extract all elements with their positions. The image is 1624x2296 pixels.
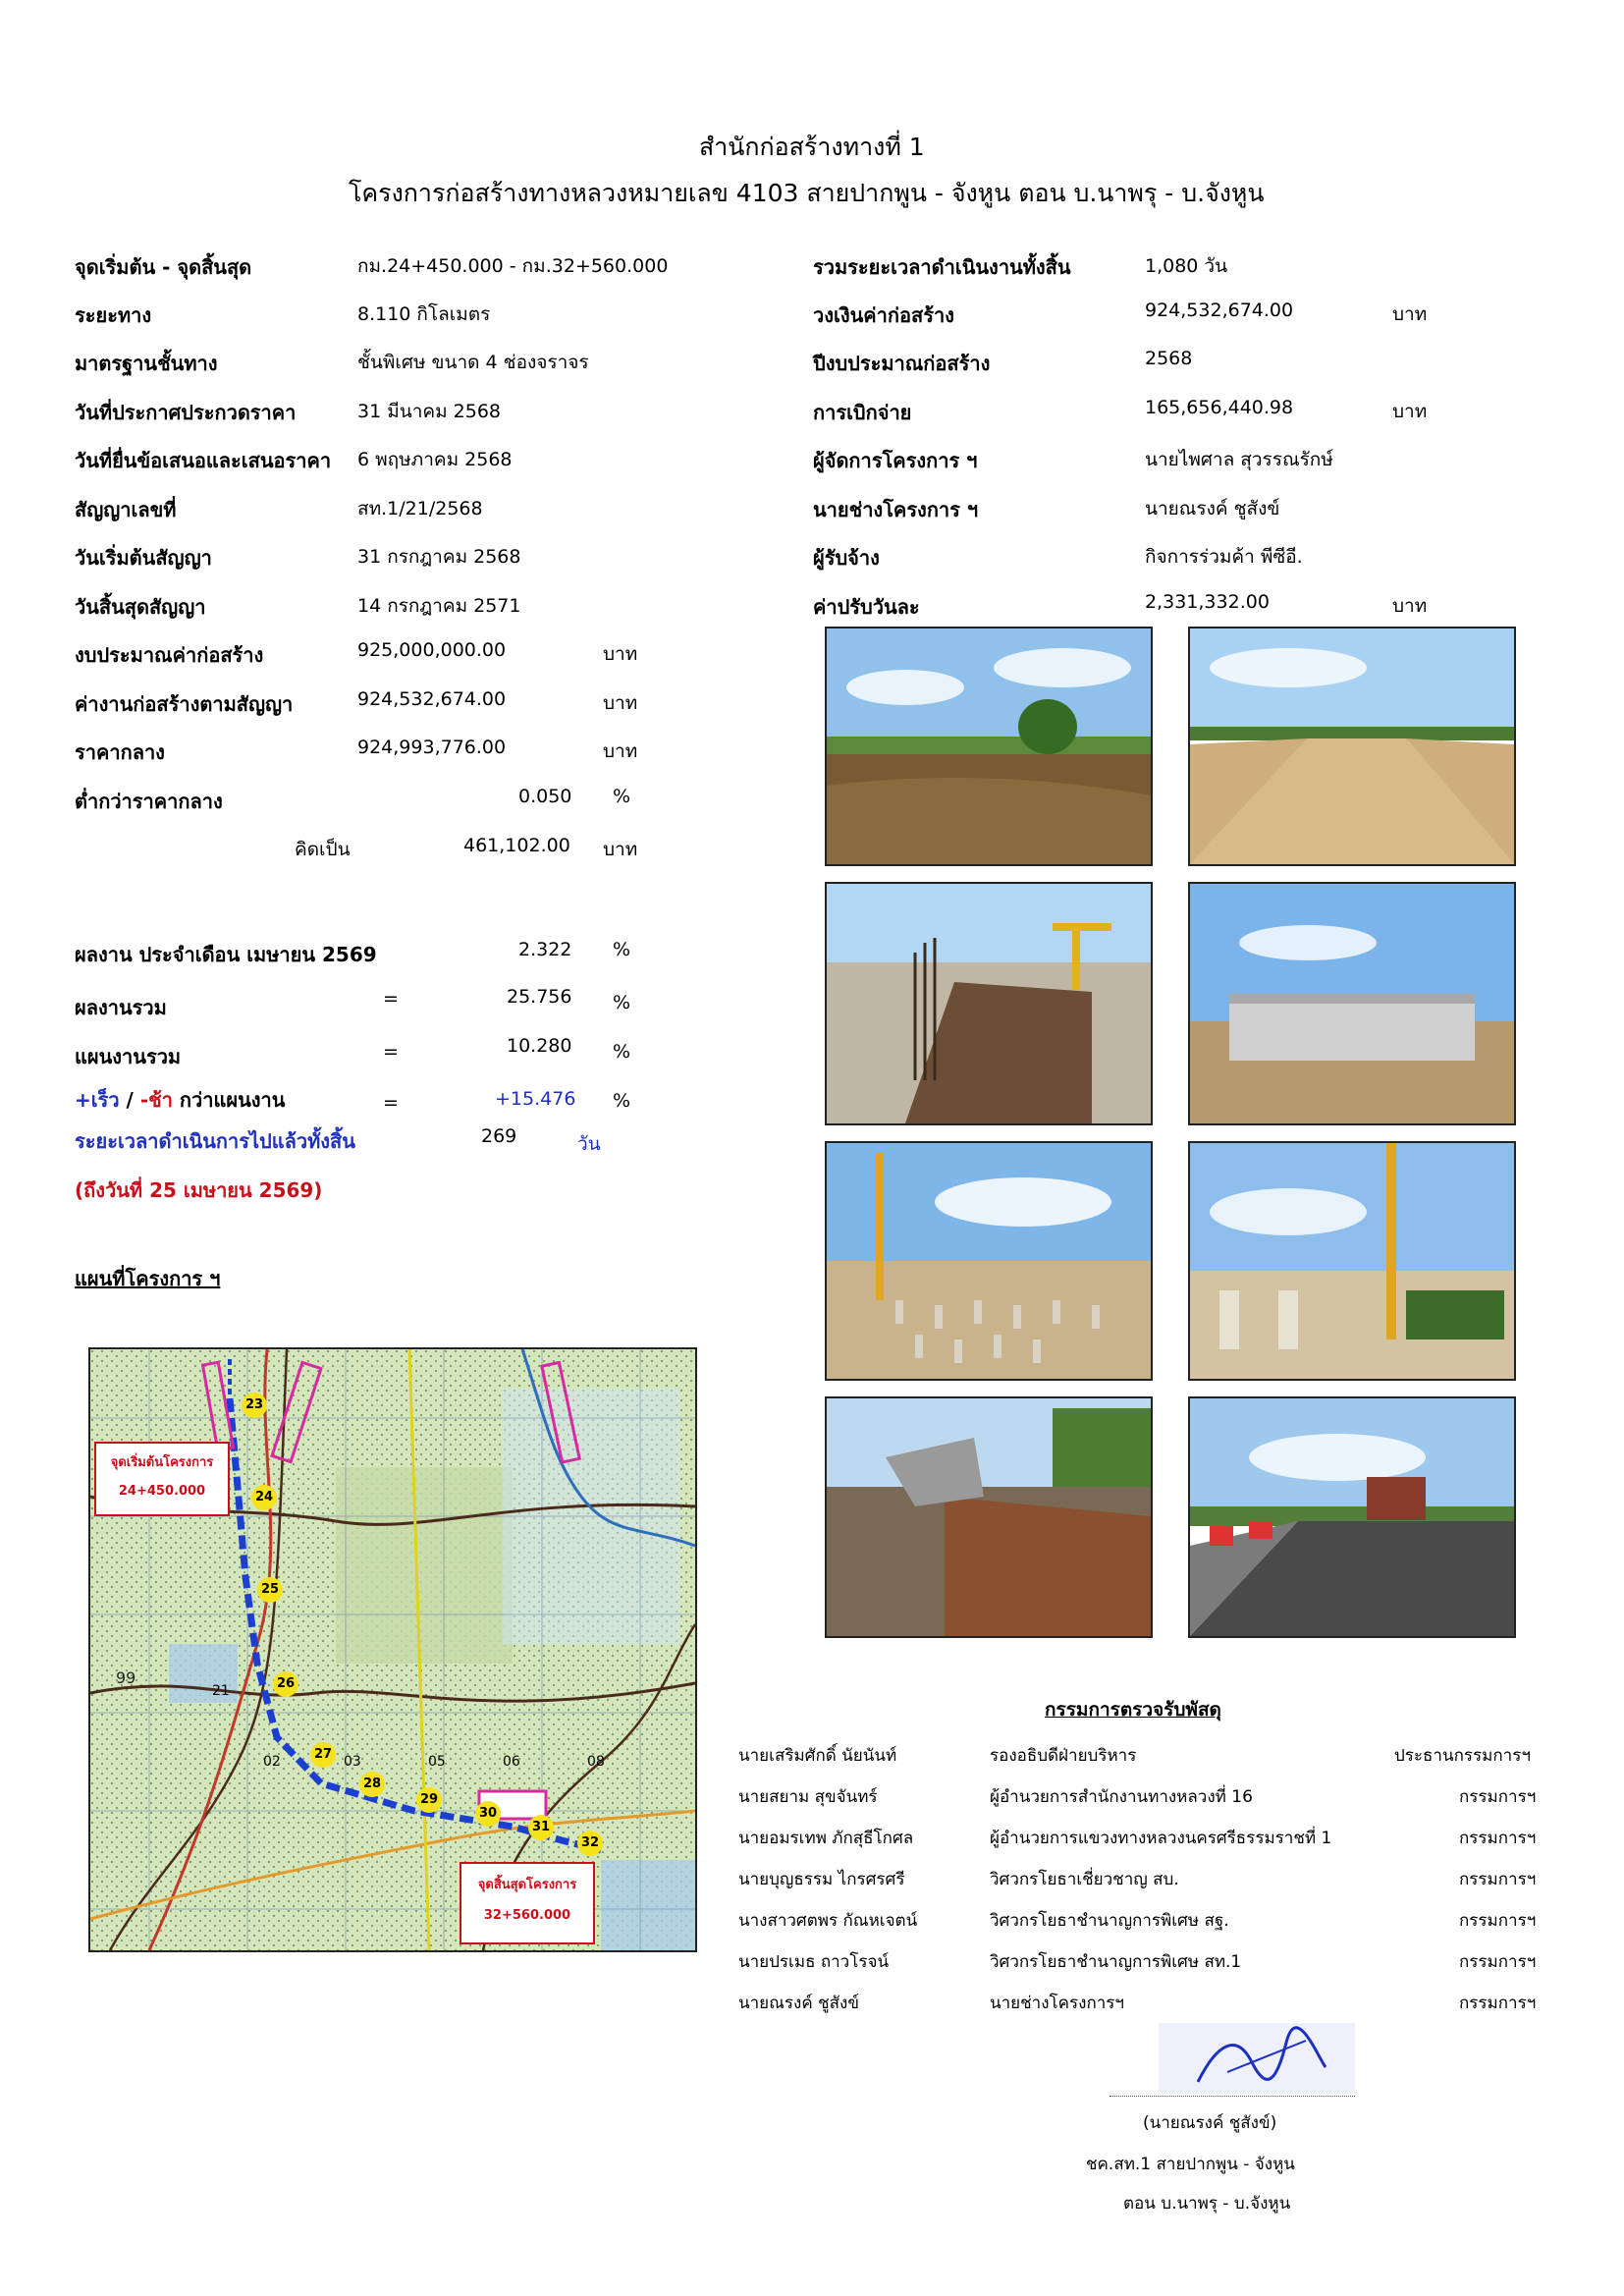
member-position: วิศวกรโยธาชำนาญการพิเศษ สท.1 <box>990 1952 1242 1972</box>
signer-title-line1: ชค.สท.1 สายปากพูน - จังหูน <box>1086 2155 1295 2174</box>
member-role: กรรมการฯ <box>1459 1952 1537 1972</box>
end-callout-label: จุดสิ้นสุดโครงการ <box>477 1878 577 1892</box>
info-value: 1,080 วัน <box>1145 255 1228 277</box>
info-value: 2,331,332.00 <box>1145 591 1270 613</box>
info-value: กิจการร่วมค้า พีซีอี. <box>1145 546 1303 568</box>
total-progress-label: ผลงานรวม <box>75 996 167 1019</box>
member-role: ประธานกรรมการฯ <box>1394 1746 1531 1766</box>
info-label: วันที่ประกาศประกวดราคา <box>75 401 297 424</box>
info-label: การเบิกจ่าย <box>813 401 912 424</box>
info-value: 924,532,674.00 <box>1145 300 1294 321</box>
info-label: ค่าปรับวันละ <box>813 595 920 619</box>
info-value: นายไพศาล สุวรรณรักษ์ <box>1145 449 1333 470</box>
map-heading: แผนที่โครงการ ฯ <box>75 1267 221 1290</box>
info-label: จุดเริ่มต้น - จุดสิ้นสุด <box>75 255 252 279</box>
info-value: ชั้นพิเศษ ขนาด 4 ช่องจราจร <box>357 352 589 373</box>
member-position: วิศวกรโยธาเชี่ยวชาญ สบ. <box>990 1870 1179 1889</box>
site-photo-3 <box>825 882 1153 1125</box>
member-position: นายช่างโครงการฯ <box>990 1994 1124 2013</box>
info-value: สท.1/21/2568 <box>357 498 483 519</box>
equivalent-label: คิดเป็น <box>295 839 351 860</box>
elapsed-label: ระยะเวลาดำเนินการไปแล้วทั้งสิ้น <box>75 1129 355 1153</box>
info-label: ผู้จัดการโครงการ ฯ <box>813 449 978 472</box>
map-grid-label: 21 <box>212 1683 230 1699</box>
member-role: กรรมการฯ <box>1459 1787 1537 1807</box>
info-unit: บาท <box>1392 401 1428 422</box>
monthly-progress-value: 2.322 <box>518 939 572 960</box>
as-of-date: (ถึงวันที่ 25 เมษายน 2569) <box>75 1178 323 1202</box>
monthly-progress-label: ผลงาน ประจำเดือน เมษายน 2569 <box>75 943 377 966</box>
pct-sign: % <box>613 1041 631 1063</box>
member-name: นายณรงค์ ชูสังข์ <box>738 1994 859 2013</box>
start-callout-km: 24+450.000 <box>118 1484 206 1499</box>
info-label: รวมระยะเวลาดำเนินงานทั้งสิ้น <box>813 255 1071 279</box>
km-marker: 28 <box>359 1772 385 1797</box>
site-photo-5 <box>825 1141 1153 1381</box>
member-name: นายบุญธรรม ไกรศรศรี <box>738 1870 905 1889</box>
info-value: 6 พฤษภาคม 2568 <box>357 449 513 470</box>
pct-sign: % <box>613 939 631 960</box>
eq-sign: = <box>383 988 399 1010</box>
signer-name: (นายณรงค์ ชูสังข์) <box>1143 2113 1277 2133</box>
info-value: 14 กรกฎาคม 2571 <box>357 595 521 617</box>
map-grid-label: 02 <box>263 1754 281 1770</box>
info-label: วงเงินค่าก่อสร้าง <box>813 303 954 327</box>
member-position: ผู้อำนวยการแขวงทางหลวงนครศรีธรรมราชที่ 1 <box>990 1829 1332 1848</box>
equivalent-value: 461,102.00 <box>463 835 570 856</box>
map-grid-label: 08 <box>587 1754 605 1770</box>
info-label: วันที่ยื่นข้อเสนอและเสนอราคา <box>75 449 332 472</box>
member-name: นางสาวศตพร กัณหเจตน์ <box>738 1911 918 1931</box>
info-value: 0.050 <box>518 786 572 807</box>
info-value: 165,656,440.98 <box>1145 397 1294 418</box>
info-label: ราคากลาง <box>75 740 165 764</box>
member-role: กรรมการฯ <box>1459 1994 1537 2013</box>
info-label: วันเริ่มต้นสัญญา <box>75 546 212 570</box>
total-progress-value: 25.756 <box>507 986 572 1008</box>
ahead-text: +เร็ว <box>75 1088 120 1112</box>
eq-sign: = <box>383 1092 399 1114</box>
info-value: 2568 <box>1145 348 1193 369</box>
separator-text: / <box>119 1088 140 1112</box>
info-label: งบประมาณค่าก่อสร้าง <box>75 643 264 667</box>
map-graphic <box>90 1349 695 1950</box>
info-label: มาตรฐานชั้นทาง <box>75 352 218 375</box>
info-value: 8.110 กิโลเมตร <box>357 303 491 325</box>
office-title: สำนักก่อสร้างทางที่ 1 <box>699 133 925 161</box>
signer-title-line2: ตอน บ.นาพรุ - บ.จังหูน <box>1123 2194 1291 2214</box>
plan-progress-value: 10.280 <box>507 1035 572 1057</box>
pct-sign: % <box>613 992 631 1013</box>
info-unit: บาท <box>603 740 638 762</box>
member-position: วิศวกรโยธาชำนาญการพิเศษ สฐ. <box>990 1911 1229 1931</box>
info-label: วันสิ้นสุดสัญญา <box>75 595 206 619</box>
info-label: ค่างานก่อสร้างตามสัญญา <box>75 692 294 716</box>
info-unit: บาท <box>603 643 638 665</box>
info-value: 924,993,776.00 <box>357 737 507 758</box>
info-label: ระยะทาง <box>75 303 152 327</box>
site-photo-8 <box>1188 1396 1516 1638</box>
info-label: นายช่างโครงการ ฯ <box>813 498 979 521</box>
site-photo-7 <box>825 1396 1153 1638</box>
elapsed-value: 269 <box>481 1125 517 1147</box>
project-title: โครงการก่อสร้างทางหลวงหมายเลข 4103 สายปากพูน - จังหูน ตอน บ.นาพรุ - บ.จังหูน <box>349 179 1265 207</box>
ahead-behind-value: +15.476 <box>495 1088 576 1110</box>
plan-progress-label: แผนงานรวม <box>75 1045 182 1068</box>
map-grid-label: 05 <box>428 1754 446 1770</box>
info-label: ต่ำกว่าราคากลาง <box>75 790 223 813</box>
member-role: กรรมการฯ <box>1459 1870 1537 1889</box>
info-value: 31 กรกฎาคม 2568 <box>357 546 521 568</box>
pct-sign: % <box>613 1090 631 1112</box>
km-marker: 23 <box>242 1393 267 1418</box>
end-callout-km: 32+560.000 <box>483 1908 571 1923</box>
map-end-callout <box>460 1862 595 1944</box>
km-marker: 31 <box>528 1815 554 1840</box>
ahead-behind-label <box>75 1084 285 1116</box>
km-marker: 32 <box>577 1831 603 1856</box>
member-name: นายเสริมศักดิ์ นัยนันท์ <box>738 1746 897 1766</box>
km-marker: 25 <box>257 1577 283 1603</box>
member-position: รองอธิบดีฝ่ายบริหาร <box>990 1746 1137 1766</box>
map-start-callout <box>94 1442 230 1516</box>
equivalent-unit: บาท <box>603 839 638 860</box>
member-position: ผู้อำนวยการสำนักงานทางหลวงที่ 16 <box>990 1787 1253 1807</box>
member-name: นายสยาม สุขจันทร์ <box>738 1787 878 1807</box>
site-photo-6 <box>1188 1141 1516 1381</box>
vs-plan-text: กว่าแผนงาน <box>172 1088 286 1112</box>
info-value: กม.24+450.000 - กม.32+560.000 <box>357 255 669 277</box>
member-role: กรรมการฯ <box>1459 1829 1537 1848</box>
km-marker: 26 <box>273 1671 298 1697</box>
site-photo-2 <box>1188 627 1516 866</box>
signature-line <box>1110 2096 1355 2097</box>
project-map <box>88 1347 697 1952</box>
km-marker: 29 <box>416 1787 442 1813</box>
km-marker: 24 <box>251 1485 277 1510</box>
info-unit: บาท <box>1392 595 1428 617</box>
member-name: นายอมรเทพ ภักสุธีโกศล <box>738 1829 914 1848</box>
info-value: 925,000,000.00 <box>357 639 507 661</box>
info-value: นายณรงค์ ชูสังข์ <box>1145 498 1280 519</box>
info-label: ปีงบประมาณก่อสร้าง <box>813 352 991 375</box>
site-photo-4 <box>1188 882 1516 1125</box>
info-label: สัญญาเลขที่ <box>75 498 177 521</box>
km-marker: 27 <box>310 1742 336 1768</box>
elapsed-unit: วัน <box>577 1133 601 1155</box>
info-unit: % <box>613 786 631 807</box>
member-role: กรรมการฯ <box>1459 1911 1537 1931</box>
signature-mark <box>1159 2023 1355 2094</box>
info-value: 31 มีนาคม 2568 <box>357 401 502 422</box>
site-photo-1 <box>825 627 1153 866</box>
eq-sign: = <box>383 1041 399 1063</box>
info-unit: บาท <box>603 692 638 714</box>
member-name: นายปรเมธ ถาวโรจน์ <box>738 1952 890 1972</box>
info-unit: บาท <box>1392 303 1428 325</box>
behind-text: -ช้า <box>139 1088 173 1112</box>
committee-heading: กรรมการตรวจรับพัสดุ <box>1045 1699 1221 1721</box>
start-callout-label: จุดเริ่มต้นโครงการ <box>110 1455 214 1470</box>
km-marker: 30 <box>475 1801 501 1827</box>
map-grid-label: 06 <box>503 1754 520 1770</box>
info-label: ผู้รับจ้าง <box>813 546 880 570</box>
map-grid-label: 03 <box>344 1754 361 1770</box>
map-grid-label: 99 <box>116 1668 136 1687</box>
info-value: 924,532,674.00 <box>357 688 507 710</box>
